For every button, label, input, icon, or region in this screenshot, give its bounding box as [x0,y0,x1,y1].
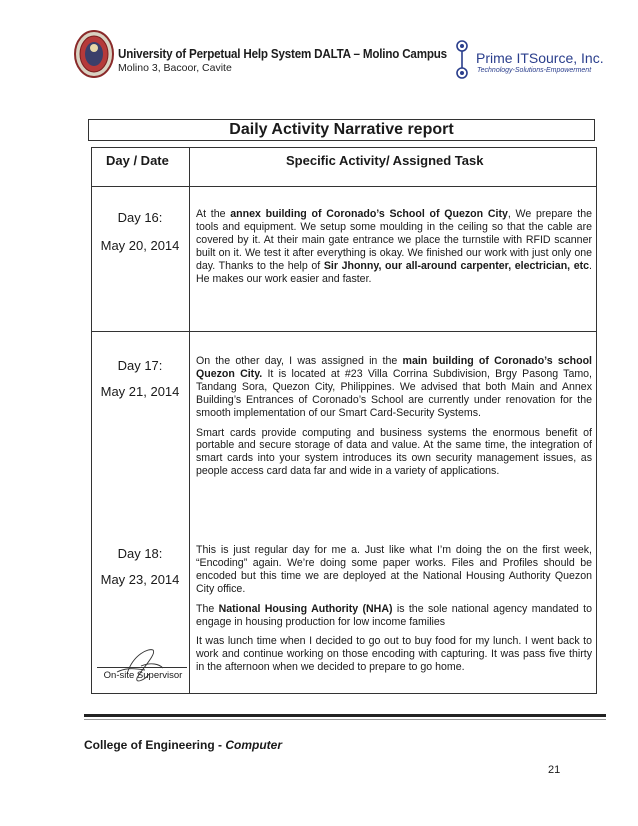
day-label: Day 17: [117,358,163,373]
university-seal-logo [74,30,114,78]
footer-rule-thin [84,719,606,720]
narrative-paragraph: This is just regular day for me a. Just like what I’m doing the on the first week, “Encoding” again. We’re doing some paper works. Files and Profiles should be encoded but this time we are deployed at the National Housing Authority Quezon City office. [196,544,592,595]
column-header-task: Specific Activity/ Assigned Task [286,153,484,168]
report-title: Daily Activity Narrative report [88,119,595,141]
column-header-day-date: Day / Date [106,153,169,168]
activity-narrative [196,208,592,285]
narrative-paragraph: It was lunch time when I decided to go out to buy food for my lunch. I went back to work and continue working on those encoding with capturing. It was pass five thirty in the afternoon when we decided to prepare to go home. [196,635,592,674]
narrative-paragraph: Smart cards provide computing and business systems the enormous benefit of portable and secure storage of data and value. At the same time, the integration of smart cards into your system introduces its own security management issues, as people access card data far and wide in a variety of applications. [196,426,592,478]
partner-name: Prime ITSource, Inc. [476,50,604,66]
day-label: Day 16: [117,210,163,225]
page-number: 21 [548,764,561,776]
day-label: Day 18: [117,546,163,561]
table-header-divider [91,186,597,187]
date-label: May 21, 2014 [100,384,180,399]
date-label: May 20, 2014 [100,238,180,253]
signature-line [97,667,187,668]
table-column-divider [189,147,190,694]
partner-tagline: Technology-Solutions-Empowerment [477,67,592,74]
supervisor-label: On-site Supervisor [103,670,183,681]
narrative-paragraph: On the other day, I was assigned in the main building of Coronado’s school Quezon City. It is located at #23 Villa Corrina Subdivision, Brgy Pasong Tamo, Tandang Sora, Quezon City, Philippines. We advised that both Main and Annex Building’s Entrances of Coronado’s School are currently under renovation for the smooth implementation of our Smart Card-Security Systems. [196,355,592,419]
table-row-divider [91,331,597,332]
date-label: May 23, 2014 [100,572,180,587]
narrative-paragraph: The National Housing Authority (NHA) is the sole national agency mandated to engage in housing production for low income families [196,602,592,628]
activity-narrative [196,544,592,674]
footer-rule [84,714,606,717]
activity-narrative [196,355,592,478]
prime-itsource-logo [451,38,473,82]
university-name: University of Perpetual Help System DALTA – Molino Campus [118,47,447,61]
university-address: Molino 3, Bacoor, Cavite [118,62,232,74]
narrative-paragraph: At the annex building of Coronado’s School of Quezon City, We prepare the tools and equipment. We setup some moulding in the ceiling so that the cable are covered by it. At their main gate entrance we place the turnstile with RFID scanner built on it. We test it after everything is okay. We finished our work with just only one day. Thanks to the help of Sir Jhonny, our all-around carpenter, electrician, etc. He makes our work easier and faster. [196,208,592,285]
footer-college: College of Engineering - Computer [84,738,283,752]
